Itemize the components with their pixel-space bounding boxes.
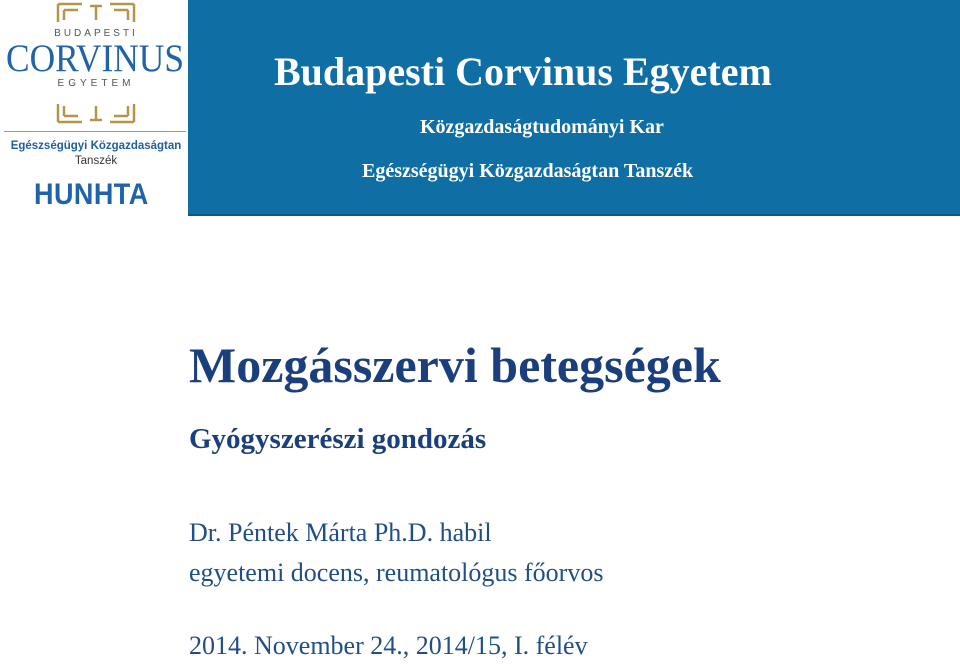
logo-bottom-text: EGYETEM xyxy=(57,78,135,89)
logo-panel xyxy=(0,0,188,216)
logo-department-line1: Egészségügyi Közgazdaságtan xyxy=(10,140,182,152)
logo-main-text: CORVINUS xyxy=(6,37,184,80)
faculty-name: Közgazdaságtudományi Kar xyxy=(420,116,664,138)
header-band xyxy=(188,0,960,216)
slide-subtitle: Gyógyszerészi gondozás xyxy=(189,423,487,455)
university-name: Budapesti Corvinus Egyetem xyxy=(274,49,772,94)
logo-top-text: BUDAPESTI xyxy=(54,28,138,39)
author-position: egyetemi docens, reumatológus főorvos xyxy=(189,558,604,587)
slide-title: Mozgásszervi betegségek xyxy=(189,337,721,393)
logo-department-line2: Tanszék xyxy=(74,155,118,167)
author-name: Dr. Péntek Márta Ph.D. habil xyxy=(189,518,492,547)
department-name: Egészségügyi Közgazdaságtan Tanszék xyxy=(362,160,694,182)
presentation-date: 2014. November 24., 2014/15, I. félév xyxy=(189,631,588,660)
logo-divider xyxy=(4,131,186,132)
corvinus-logo xyxy=(0,0,188,128)
hunhta-logo: HUNHTA xyxy=(34,178,149,211)
